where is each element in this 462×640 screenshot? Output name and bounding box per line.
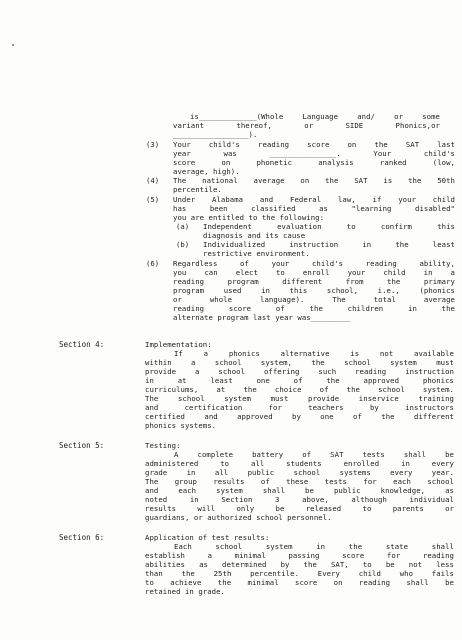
item-3-line: Your child's reading score on the SAT last (173, 140, 455, 149)
item-5b-line: restrictive environment. (203, 249, 310, 258)
item-3-line: score on phonetic analysis ranked (low, (173, 158, 455, 167)
section-4-line: curriculums, at the choice of the school system. (145, 385, 454, 394)
item-6-line: reading score of the children in the (173, 304, 455, 313)
section-4-line: phonics systems. (145, 421, 217, 430)
item-4-line: percentile. (173, 185, 222, 194)
item-5-line: you are entitled to the following: (173, 213, 325, 222)
section-5-line: grade in all public school systems every year. (145, 468, 454, 477)
section-4-line: certified and approved by one of the different (145, 412, 454, 421)
section-4-line: If a phonics alternative is not available (174, 349, 454, 358)
section-5-line: The group results of these tests for each school (145, 477, 454, 486)
item-5b-label: (b) (176, 240, 190, 249)
item-6-line: program used in this school, i.e., (phonics (173, 286, 455, 295)
section-6-line: establish a minimal passing score for reading (145, 551, 454, 560)
item-6-line: you can elect to enroll your child in a (173, 268, 455, 277)
section-4-line: and certification for teachers by instructors (145, 403, 454, 412)
section-6-heading: Application of test results: (145, 533, 270, 542)
item-4-line: The national average on the SAT is the 50th (173, 176, 455, 185)
item-5-line: Under Alabama and Federal law, if your child (173, 195, 455, 204)
section-6-line: abilities as determined by the SAT, to be not less (145, 560, 454, 569)
item-4-number: (4) (146, 176, 160, 185)
section-5-line: administered to all students enrolled in every (145, 459, 454, 468)
section-5-line: guardians, or authorized school personnel. (145, 513, 332, 522)
section-6-label: Section 6: (59, 533, 105, 542)
section-4-line: The school system must provide inservice training (145, 394, 454, 403)
blank-line-tail: is_____________(Whole Language and/ or some (190, 112, 440, 121)
item-5-number: (5) (146, 195, 160, 204)
item-6-line: Regardless of your child's reading ability, (173, 259, 455, 268)
item-3-number: (3) (146, 140, 160, 149)
section-5-line: results will only be released to parents or (145, 504, 454, 513)
item-5b-line: Individualized instruction in the least (203, 240, 455, 249)
section-6-line: retained in grade. (145, 587, 225, 596)
variant-line: variant thereof, or SIDE Phonics,or (173, 121, 440, 130)
section-4-heading: Implementation: (145, 340, 212, 349)
section-5-heading: Testing: (145, 441, 181, 450)
blank-line: _________________). (173, 130, 258, 139)
item-6-line: or whole language). The total average (173, 295, 455, 304)
item-3-line: average, high). (173, 167, 240, 176)
section-5-line: A complete battery of SAT tests shall be (174, 450, 454, 459)
section-4-line: within a school system, the school system must (145, 358, 454, 367)
section-6-line: to achieve the minimal score on reading shall be (145, 578, 454, 587)
item-3-line: year was _______________. Your child's (173, 149, 455, 158)
item-5a-label: (a) (176, 222, 190, 231)
section-4-line: in at least one of the approved phonics (145, 376, 454, 385)
item-5a-line: Independent evaluation to confirm this (203, 222, 455, 231)
item-6-line: alternate program last year was_________ (173, 313, 351, 322)
item-6-number: (6) (146, 259, 160, 268)
section-5-line: and each system shall be public knowledge, as (145, 486, 454, 495)
section-6-line: Each school system in the state shall (174, 542, 454, 551)
item-5-line: has been classified as "learning disabled" (173, 204, 455, 213)
section-6-line: than the 25th percentile. Every child who fails (145, 569, 454, 578)
section-5-label: Section 5: (59, 441, 105, 450)
section-4-label: Section 4: (59, 340, 105, 349)
section-4-line: provide a school offering such reading instruction (145, 367, 454, 376)
section-5-line: noted in Section 3 above, although individual (145, 495, 454, 504)
item-6-line: reading program different from the primary (173, 277, 455, 286)
item-5a-line: diagnosis and its cause (203, 231, 306, 240)
scan-speck (12, 44, 14, 46)
